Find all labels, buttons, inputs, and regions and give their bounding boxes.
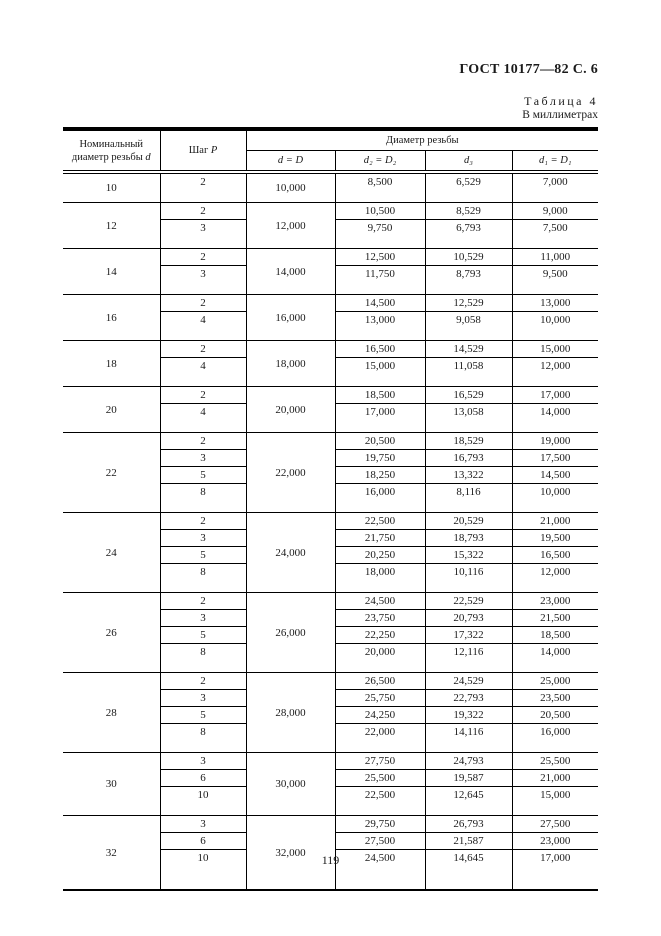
minor-diameter-d3-cell: 10,116: [425, 564, 512, 593]
pitch-cell: 2: [160, 673, 246, 690]
header-pitch: [160, 129, 246, 172]
major-diameter-cell: 28,000: [246, 673, 335, 753]
pitch-cell: 2: [160, 513, 246, 530]
pitch-cell: 3: [160, 610, 246, 627]
minor-diameter-d1-cell: 17,500: [512, 450, 598, 467]
pitch-cell: 8: [160, 564, 246, 593]
minor-diameter-d3-cell: 18,793: [425, 530, 512, 547]
pitch-diameter-cell: 20,000: [335, 644, 425, 673]
minor-diameter-d1-cell: 21,000: [512, 770, 598, 787]
pitch-diameter-cell: 25,750: [335, 690, 425, 707]
nominal-diameter-cell: 14: [63, 249, 160, 295]
table-row: [63, 673, 598, 690]
table-row: [63, 513, 598, 530]
table-row: [63, 249, 598, 266]
table-body: [63, 172, 598, 890]
minor-diameter-d3-cell: 16,529: [425, 387, 512, 404]
pitch-cell: 8: [160, 644, 246, 673]
minor-diameter-d1-cell: 14,500: [512, 467, 598, 484]
minor-diameter-d3-cell: 24,529: [425, 673, 512, 690]
pitch-diameter-cell: 10,500: [335, 203, 425, 220]
pitch-cell: 5: [160, 707, 246, 724]
pitch-diameter-cell: 14,500: [335, 295, 425, 312]
major-diameter-cell: 20,000: [246, 387, 335, 433]
minor-diameter-d1-cell: 25,500: [512, 753, 598, 770]
major-diameter-cell: 32,000: [246, 816, 335, 891]
header-d2-equals-D2: d₂ = D₂: [335, 151, 425, 173]
minor-diameter-d3-cell: 8,116: [425, 484, 512, 513]
minor-diameter-d3-cell: 14,116: [425, 724, 512, 753]
pitch-cell: 4: [160, 358, 246, 387]
minor-diameter-d1-cell: 12,000: [512, 358, 598, 387]
minor-diameter-d3-cell: 8,529: [425, 203, 512, 220]
header-d3: d₃: [425, 151, 512, 173]
minor-diameter-d1-cell: 17,000: [512, 850, 598, 891]
pitch-diameter-cell: 23,750: [335, 610, 425, 627]
minor-diameter-d3-cell: 6,529: [425, 172, 512, 203]
pitch-diameter-cell: 11,750: [335, 266, 425, 295]
major-diameter-cell: 18,000: [246, 341, 335, 387]
header-pitch-text: Шаг: [188, 145, 209, 156]
pitch-diameter-cell: 15,000: [335, 358, 425, 387]
pitch-cell: 8: [160, 484, 246, 513]
pitch-diameter-cell: 20,500: [335, 433, 425, 450]
pitch-diameter-cell: 9,750: [335, 220, 425, 249]
pitch-diameter-cell: 22,500: [335, 787, 425, 816]
minor-diameter-d1-cell: 15,000: [512, 787, 598, 816]
minor-diameter-d3-cell: 14,645: [425, 850, 512, 891]
header-diameter-group: Диаметр резьбы: [246, 129, 598, 151]
page-number: 119: [321, 853, 340, 867]
nominal-diameter-cell: 28: [63, 673, 160, 753]
minor-diameter-d3-cell: 17,322: [425, 627, 512, 644]
minor-diameter-d3-cell: 20,529: [425, 513, 512, 530]
table-caption: Таблица 4: [524, 94, 598, 108]
nominal-diameter-cell: 16: [63, 295, 160, 341]
minor-diameter-d1-cell: 10,000: [512, 484, 598, 513]
pitch-cell: 10: [160, 787, 246, 816]
pitch-diameter-cell: 24,250: [335, 707, 425, 724]
minor-diameter-d1-cell: 27,500: [512, 816, 598, 833]
pitch-cell: 2: [160, 203, 246, 220]
minor-diameter-d1-cell: 16,500: [512, 547, 598, 564]
pitch-cell: 2: [160, 433, 246, 450]
minor-diameter-d3-cell: 9,058: [425, 312, 512, 341]
pitch-cell: 4: [160, 404, 246, 433]
minor-diameter-d3-cell: 14,529: [425, 341, 512, 358]
minor-diameter-d3-cell: 18,529: [425, 433, 512, 450]
minor-diameter-d3-cell: 6,793: [425, 220, 512, 249]
major-diameter-cell: 12,000: [246, 203, 335, 249]
header-nominal-diameter: [63, 129, 160, 172]
pitch-diameter-cell: 16,500: [335, 341, 425, 358]
pitch-cell: 2: [160, 593, 246, 610]
major-diameter-cell: 22,000: [246, 433, 335, 513]
nominal-diameter-cell: 10: [63, 172, 160, 203]
minor-diameter-d1-cell: 18,500: [512, 627, 598, 644]
pitch-diameter-cell: 24,500: [335, 850, 425, 891]
nominal-diameter-cell: 24: [63, 513, 160, 593]
minor-diameter-d3-cell: 10,529: [425, 249, 512, 266]
pitch-diameter-cell: 20,250: [335, 547, 425, 564]
pitch-diameter-cell: 17,000: [335, 404, 425, 433]
minor-diameter-d1-cell: 20,500: [512, 707, 598, 724]
minor-diameter-d3-cell: 19,322: [425, 707, 512, 724]
nominal-diameter-cell: 20: [63, 387, 160, 433]
major-diameter-cell: 30,000: [246, 753, 335, 816]
minor-diameter-d3-cell: 22,793: [425, 690, 512, 707]
nominal-diameter-cell: 22: [63, 433, 160, 513]
minor-diameter-d3-cell: 21,587: [425, 833, 512, 850]
pitch-diameter-cell: 16,000: [335, 484, 425, 513]
minor-diameter-d1-cell: 21,500: [512, 610, 598, 627]
header-nominal-line1: Номинальный: [79, 138, 144, 150]
minor-diameter-d3-cell: 13,058: [425, 404, 512, 433]
pitch-cell: 5: [160, 627, 246, 644]
minor-diameter-d3-cell: 11,058: [425, 358, 512, 387]
major-diameter-cell: 26,000: [246, 593, 335, 673]
minor-diameter-d3-cell: 12,529: [425, 295, 512, 312]
pitch-cell: 6: [160, 833, 246, 850]
minor-diameter-d1-cell: 19,000: [512, 433, 598, 450]
minor-diameter-d3-cell: 20,793: [425, 610, 512, 627]
major-diameter-cell: 14,000: [246, 249, 335, 295]
pitch-cell: 3: [160, 220, 246, 249]
minor-diameter-d3-cell: 12,116: [425, 644, 512, 673]
table-row: [63, 172, 598, 203]
pitch-cell: 2: [160, 295, 246, 312]
table-row: [63, 387, 598, 404]
minor-diameter-d1-cell: 10,000: [512, 312, 598, 341]
nominal-diameter-cell: 26: [63, 593, 160, 673]
pitch-diameter-cell: 27,500: [335, 833, 425, 850]
pitch-diameter-cell: 24,500: [335, 593, 425, 610]
table-row: [63, 203, 598, 220]
minor-diameter-d3-cell: 13,322: [425, 467, 512, 484]
pitch-cell: 3: [160, 690, 246, 707]
pitch-cell: 10: [160, 850, 246, 891]
pitch-cell: 3: [160, 753, 246, 770]
table-row: [63, 433, 598, 450]
pitch-diameter-cell: 27,750: [335, 753, 425, 770]
pitch-cell: 2: [160, 249, 246, 266]
pitch-cell: 2: [160, 387, 246, 404]
pitch-cell: 8: [160, 724, 246, 753]
nominal-diameter-cell: 18: [63, 341, 160, 387]
minor-diameter-d1-cell: 25,000: [512, 673, 598, 690]
pitch-diameter-cell: 13,000: [335, 312, 425, 341]
pitch-diameter-cell: 18,250: [335, 467, 425, 484]
pitch-cell: 3: [160, 816, 246, 833]
pitch-cell: 2: [160, 172, 246, 203]
minor-diameter-d1-cell: 11,000: [512, 249, 598, 266]
thread-diameter-table: [63, 127, 598, 891]
nominal-diameter-cell: 32: [63, 816, 160, 891]
minor-diameter-d3-cell: 24,793: [425, 753, 512, 770]
table-row: [63, 753, 598, 770]
nominal-diameter-cell: 12: [63, 203, 160, 249]
minor-diameter-d1-cell: 16,000: [512, 724, 598, 753]
major-diameter-cell: 10,000: [246, 172, 335, 203]
minor-diameter-d1-cell: 15,000: [512, 341, 598, 358]
minor-diameter-d3-cell: 22,529: [425, 593, 512, 610]
pitch-diameter-cell: 19,750: [335, 450, 425, 467]
minor-diameter-d1-cell: 17,000: [512, 387, 598, 404]
pitch-diameter-cell: 8,500: [335, 172, 425, 203]
pitch-cell: 2: [160, 341, 246, 358]
minor-diameter-d1-cell: 7,000: [512, 172, 598, 203]
minor-diameter-d1-cell: 9,500: [512, 266, 598, 295]
minor-diameter-d3-cell: 8,793: [425, 266, 512, 295]
header-d1-equals-D1: d₁ = D₁: [512, 151, 598, 173]
pitch-diameter-cell: 22,250: [335, 627, 425, 644]
minor-diameter-d1-cell: 23,000: [512, 593, 598, 610]
minor-diameter-d3-cell: 19,587: [425, 770, 512, 787]
minor-diameter-d1-cell: 14,000: [512, 404, 598, 433]
minor-diameter-d1-cell: 23,500: [512, 690, 598, 707]
units-note: В миллиметрах: [522, 109, 598, 121]
pitch-diameter-cell: 26,500: [335, 673, 425, 690]
table-row: [63, 295, 598, 312]
pitch-cell: 6: [160, 770, 246, 787]
nominal-diameter-cell: 30: [63, 753, 160, 816]
header-d-equals-D: d = D: [246, 151, 335, 173]
pitch-diameter-cell: 25,500: [335, 770, 425, 787]
minor-diameter-d1-cell: 14,000: [512, 644, 598, 673]
pitch-cell: 3: [160, 266, 246, 295]
pitch-cell: 3: [160, 530, 246, 547]
minor-diameter-d1-cell: 12,000: [512, 564, 598, 593]
major-diameter-cell: 16,000: [246, 295, 335, 341]
pitch-diameter-cell: 18,000: [335, 564, 425, 593]
pitch-cell: 3: [160, 450, 246, 467]
pitch-diameter-cell: 29,750: [335, 816, 425, 833]
pitch-diameter-cell: 22,000: [335, 724, 425, 753]
pitch-cell: 4: [160, 312, 246, 341]
header-nominal-symbol: d: [145, 151, 151, 163]
pitch-diameter-cell: 22,500: [335, 513, 425, 530]
minor-diameter-d1-cell: 7,500: [512, 220, 598, 249]
pitch-diameter-cell: 18,500: [335, 387, 425, 404]
table-row: [63, 816, 598, 833]
minor-diameter-d3-cell: 15,322: [425, 547, 512, 564]
minor-diameter-d1-cell: 21,000: [512, 513, 598, 530]
table-row: [63, 341, 598, 358]
pitch-cell: 5: [160, 547, 246, 564]
pitch-cell: 5: [160, 467, 246, 484]
minor-diameter-d1-cell: 9,000: [512, 203, 598, 220]
minor-diameter-d3-cell: 16,793: [425, 450, 512, 467]
document-number: ГОСТ 10177—82 С. 6: [459, 62, 598, 77]
minor-diameter-d1-cell: 23,000: [512, 833, 598, 850]
table-header: [63, 129, 598, 172]
minor-diameter-d1-cell: 13,000: [512, 295, 598, 312]
minor-diameter-d3-cell: 12,645: [425, 787, 512, 816]
pitch-diameter-cell: 21,750: [335, 530, 425, 547]
major-diameter-cell: 24,000: [246, 513, 335, 593]
header-nominal-line2: диаметр резьбы: [71, 151, 143, 163]
table-row: [63, 593, 598, 610]
minor-diameter-d1-cell: 19,500: [512, 530, 598, 547]
pitch-diameter-cell: 12,500: [335, 249, 425, 266]
header-pitch-symbol: P: [210, 145, 218, 156]
minor-diameter-d3-cell: 26,793: [425, 816, 512, 833]
